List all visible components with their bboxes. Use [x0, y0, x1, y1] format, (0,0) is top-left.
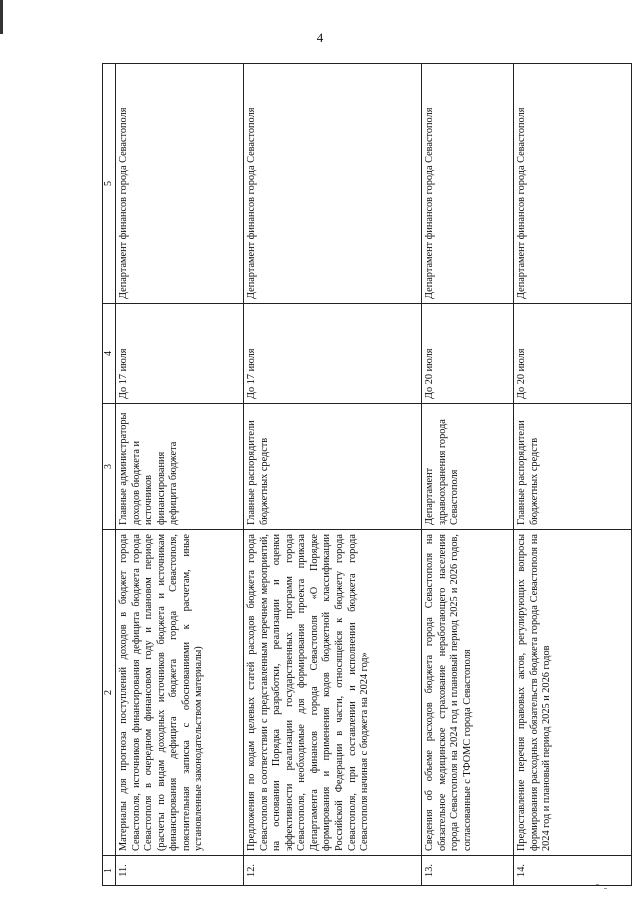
row-deadline: До 20 июля: [422, 304, 514, 404]
binding-mark: [0, 0, 3, 34]
table-row: [514, 64, 632, 886]
table-header-row: [103, 64, 116, 886]
row-number: 11.: [116, 856, 244, 886]
column-header: 1: [103, 856, 116, 886]
row-description: Материалы для прогноза поступлений доходов в бюджет города Севастополя, источников финансирования дефицита бюджета города Севастополя в очередном финансовом году и плановом периоде (расчеты по видам доходных источников бюджета и источникам финансирования дефицита бюджета города Севастополя, пояснительная записка с обоснованиями к расчетам, иные установленные законодательством материалы): [116, 530, 244, 856]
row-responsible: Главные распорядители бюджетных средств: [514, 404, 632, 530]
column-header: 2: [103, 530, 116, 856]
row-deadline: До 20 июля: [514, 304, 632, 404]
table-row: [116, 64, 244, 886]
page-number: 4: [316, 30, 324, 45]
column-header: 3: [103, 404, 116, 530]
row-deadline: До 17 июля: [116, 304, 244, 404]
row-responsible: Главные распорядители бюджетных средств: [244, 404, 422, 530]
row-responsible: Департамент здравоохранения города Севастополя: [422, 404, 514, 530]
document-table-wrapper: [102, 64, 632, 886]
row-responsible: Главные администраторы доходов бюджета и источников финансирования дефицита бюджета: [116, 404, 244, 530]
column-header: 5: [103, 64, 116, 304]
row-number: 14.: [514, 856, 632, 886]
row-number: 13.: [422, 856, 514, 886]
row-description: Сведения об объеме расходов бюджета города Севастополя на обязательное медицинское страхование неработающего населения города Севастополя на 2024 год и плановый период 2025 и 2026 годов, согласованные с ТФОМС города Севастополя: [422, 530, 514, 856]
document-table: [102, 63, 632, 886]
column-header: 4: [103, 304, 116, 404]
row-description: Предложения по кодам целевых статей расходов бюджета города Севастополя в соответствии с представленным перечнем мероприятий, на основании Порядка разработки, реализации и оценки эффективности реализации государственных программ города Севастополя, необходимые для формирования проекта приказа Департамента финансов города Севастополя «О Порядке формирования и применения кодов бюджетной классификации Российской Федерации в части, относящейся к бюджету города Севастополя, при составлении и исполнении бюджета города Севастополя начиная с бюджета на 2024 год»: [244, 530, 422, 856]
table-row: [422, 64, 514, 886]
row-recipient: Департамент финансов города Севастополя: [244, 64, 422, 304]
scan-artifact: [596, 884, 599, 885]
table-row: [244, 64, 422, 886]
row-recipient: Департамент финансов города Севастополя: [514, 64, 632, 304]
row-description: Предоставление перечня правовых актов, регулирующих вопросы формирования расходных обязательств бюджета города Севастополя на 2024 год и плановый период 2025 и 2026 годов: [514, 530, 632, 856]
row-number: 12.: [244, 856, 422, 886]
row-deadline: До 17 июля: [244, 304, 422, 404]
row-recipient: Департамент финансов города Севастополя: [116, 64, 244, 304]
scan-artifact: [604, 888, 607, 889]
row-recipient: Департамент финансов города Севастополя: [422, 64, 514, 304]
